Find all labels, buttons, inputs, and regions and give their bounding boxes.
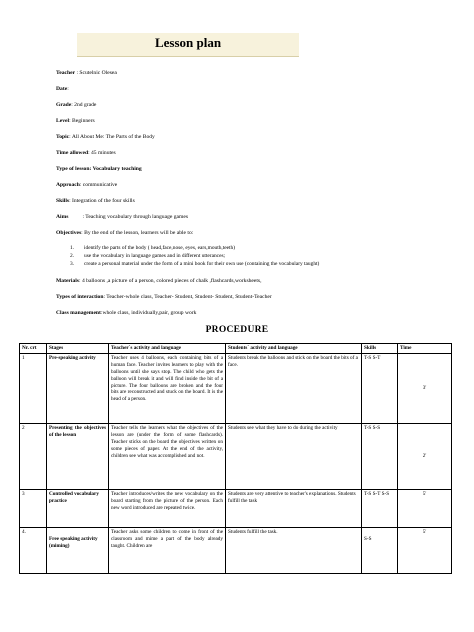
- field-level: [56, 118, 95, 124]
- field-aims: [56, 214, 188, 220]
- field-skills: [56, 198, 135, 204]
- field-materials: [56, 278, 262, 284]
- list-number: 3.: [70, 261, 75, 267]
- field-value: :: [67, 86, 69, 92]
- table-row: [20, 527, 452, 573]
- cell-teacher: Teacher uses 4 balloons, each containing bits of a human face. Teacher invites learners to play with the balloons until she says stop. The child who gets the balloon will break it and will find inside the bit of a picture. The four balloons are broken and the four bits are reconstructed and stuck on the board. It is the head of a person.: [109, 353, 226, 423]
- field-value: :whole class, individually,pair, group work: [100, 310, 197, 316]
- cell-time: 2': [398, 423, 452, 489]
- list-text: use the vocabulary in language games and in different utterances;: [84, 253, 226, 259]
- field-label: Topic: [56, 134, 70, 140]
- field-value: : Teacher-whole class, Teacher- Student, Student- Student, Student-Teacher: [103, 294, 272, 300]
- field-value: : Teaching vocabulary through language games: [82, 214, 189, 220]
- list-item: [70, 253, 225, 259]
- cell-stage: Pre-speaking activity: [47, 353, 109, 423]
- field-time: [56, 150, 116, 156]
- list-number: 1.: [70, 245, 75, 251]
- field-label: Level: [56, 118, 70, 124]
- table-row: [20, 489, 452, 527]
- field-value: : Scutelnic Olesea: [76, 70, 117, 76]
- cell-stage: Controlled vocabulary practice: [47, 489, 109, 527]
- cell-nr: 3: [20, 489, 47, 527]
- cell-skills: T-S S-T: [362, 353, 398, 423]
- list-text: create a personal material under the form of a mini book for their own use (containing the vocabulary taught): [84, 261, 320, 267]
- title-box: [77, 33, 299, 57]
- field-teacher: [56, 70, 117, 76]
- table-row: [20, 423, 452, 489]
- cell-students: Students see what they have to do during the activity: [226, 423, 362, 489]
- field-label: Materials: [56, 278, 79, 284]
- field-label: Class management: [56, 310, 101, 316]
- field-label: Type of lesson: [56, 166, 90, 172]
- column-header: Time: [398, 344, 452, 354]
- field-approach: [56, 182, 117, 188]
- field-label: Aims: [56, 214, 69, 220]
- field-label: Teacher: [56, 70, 76, 76]
- field-label: Approach: [56, 182, 80, 188]
- cell-students: Students break the balloons and stick on the board the bits of a face.: [226, 353, 362, 423]
- field-date: [56, 86, 69, 92]
- field-value: : 4 balloons ,a picture of a person, colored pieces of chalk ,flashcards,worksheets,: [79, 278, 262, 284]
- field-value: : All About Me: The Parts of the Body: [69, 134, 155, 140]
- list-text: identify the parts of the body ( head,face,nose, eyes, ears,mouth,teeth): [84, 245, 236, 251]
- cell-nr: 4.: [20, 527, 47, 573]
- column-header: Students` activity and language: [226, 344, 362, 354]
- list-item: [70, 245, 235, 251]
- field-label: Types of interaction: [56, 294, 104, 300]
- cell-nr: 1: [20, 353, 47, 423]
- field-value: : 2nd grade: [71, 102, 97, 108]
- table-header-row: [20, 344, 452, 354]
- field-label: Time allowed: [56, 150, 89, 156]
- field-label: Objectives: [56, 230, 82, 236]
- field-label: Grade: [56, 102, 72, 108]
- procedure-table: [19, 343, 452, 574]
- field-value: : Beginners: [69, 118, 95, 124]
- field-value: : By the end of the lesson, learners will be able to:: [81, 230, 194, 236]
- cell-teacher: Teacher tells the learners what the objectives of the lesson are (under the form of some flashcards). Teacher sticks on the board the objectives written on some pieces of paper. At the end of the activity, children see what was accomplished and not.: [109, 423, 226, 489]
- cell-skills: T-S S-S: [362, 423, 398, 489]
- page-title: Lesson plan: [154, 35, 222, 50]
- field-type: [56, 166, 142, 172]
- field-value: : communicative: [79, 182, 118, 188]
- cell-time: 5': [398, 489, 452, 527]
- cell-stage: Free speaking activity (miming): [47, 527, 109, 573]
- cell-skills: T-S S-T S-S: [362, 489, 398, 527]
- field-grade: [56, 102, 96, 108]
- cell-time: 5': [398, 527, 452, 573]
- cell-nr: 2: [20, 423, 47, 489]
- cell-stage: Presenting the objectives of the lesson: [47, 423, 109, 489]
- field-label: Date: [56, 86, 68, 92]
- column-header: Stages: [47, 344, 109, 354]
- field-value: : Integration of the four skills: [69, 198, 135, 204]
- field-objectives: [56, 230, 193, 236]
- table-row: [20, 353, 452, 423]
- cell-students: Students fulfill the task.: [226, 527, 362, 573]
- column-header: Teacher`s activity and language: [109, 344, 226, 354]
- field-interaction: [56, 294, 272, 300]
- list-item: [70, 261, 319, 267]
- cell-students: Students are very attentive to teacher's explanations. Students fulfill the task: [226, 489, 362, 527]
- column-header: Nr. crt: [20, 344, 47, 354]
- field-value: : 45 minutes: [88, 150, 116, 156]
- field-label: Skills: [56, 198, 70, 204]
- field-value: : Vocabulary teaching: [89, 166, 142, 172]
- cell-teacher: Teacher asks some children to come in front of the classroom and mime a part of the body already taught. Children are: [109, 527, 226, 573]
- field-topic: [56, 134, 155, 140]
- procedure-title: PROCEDURE: [205, 325, 269, 335]
- field-management: [56, 310, 196, 316]
- column-header: Skills: [362, 344, 398, 354]
- list-number: 2.: [70, 253, 75, 259]
- cell-time: 3': [398, 353, 452, 423]
- cell-skills: S-S: [362, 527, 398, 573]
- cell-teacher: Teacher introduces/writes the new vocabulary on the board starting from the picture of the person. Each new word introduced are repeated twice.: [109, 489, 226, 527]
